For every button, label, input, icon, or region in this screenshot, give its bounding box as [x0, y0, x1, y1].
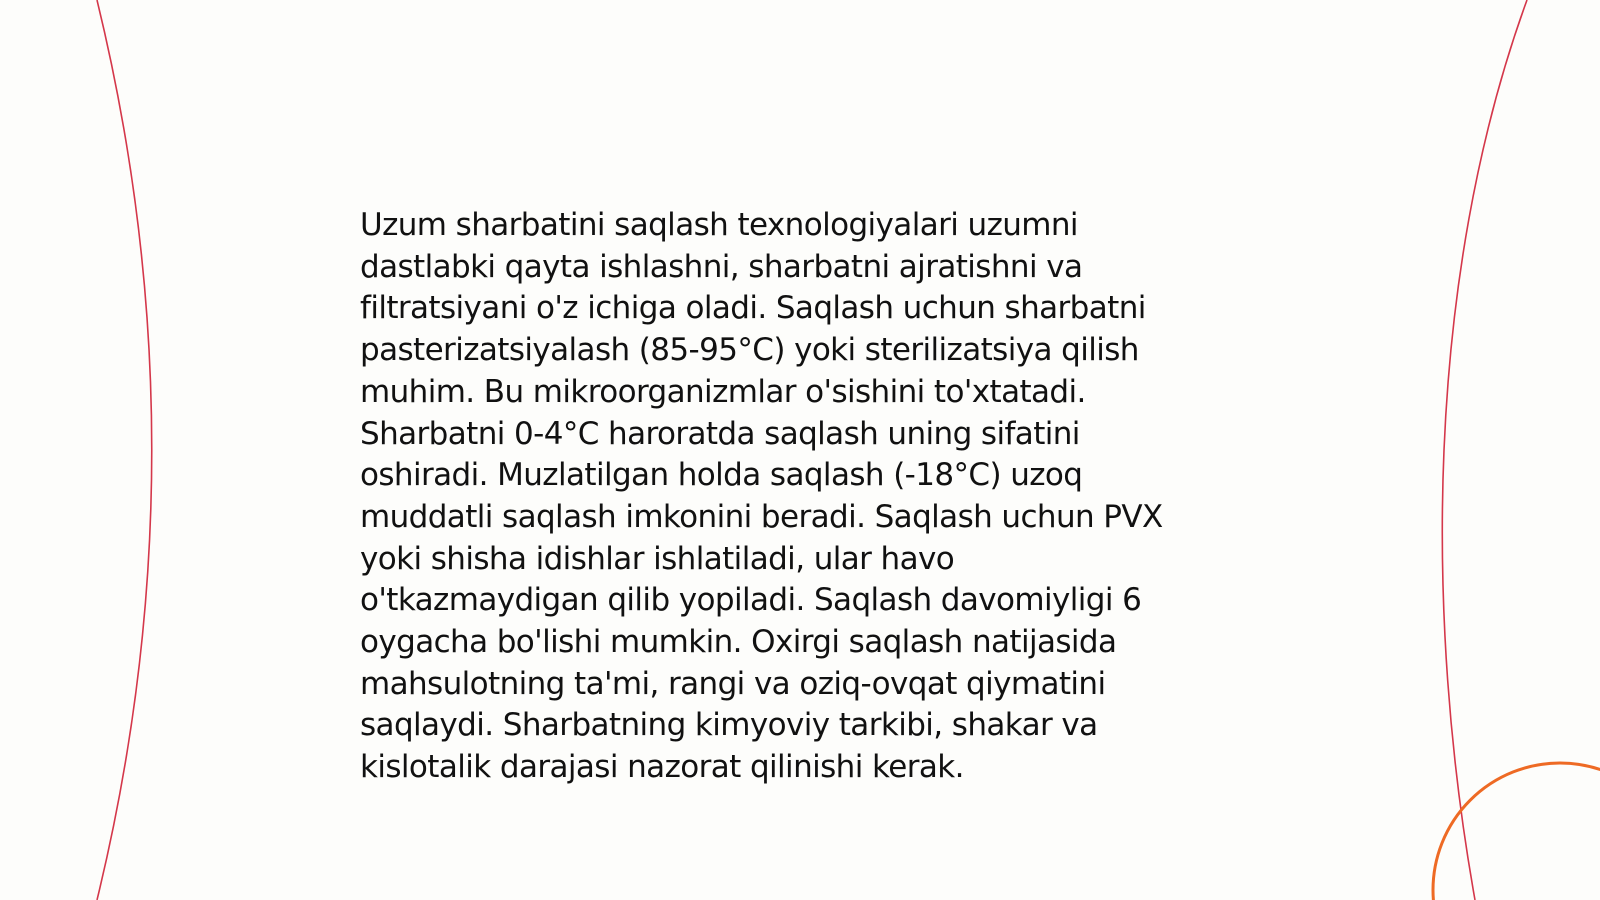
left-arc-line: [97, 0, 152, 900]
right-arc-line: [1442, 0, 1527, 900]
slide-body-text: Uzum sharbatini saqlash texnologiyalari uzumni dastlabki qayta ishlashni, sharbatni ajratishni va filtratsiyani o'z ichiga oladi. Saqlash uchun sharbatni pasterizatsiyalash (85-95°C) yoki sterilizatsiya qilish muhim. Bu mikroorganizmlar o'sishini to'xtatadi. Sharbatni 0-4°C haroratda saqlash uning sifatini oshiradi. Muzlatilgan holda saqlash (-18°C) uzoq muddatli saqlash imkonini beradi. Saqlash uchun PVX yoki shisha idishlar ishlatiladi, ular havo o'tkazmaydigan qilib yopiladi. Saqlash davomiyligi 6 oygacha bo'lishi mumkin. Oxirgi saqlash natijasida mahsulotning ta'mi, rangi va oziq-ovqat qiymatini saqlaydi. Sharbatning kimyoviy tarkibi, shakar va kislotalik darajasi nazorat qilinishi kerak.: [360, 207, 1163, 786]
orange-circle-outline: [1433, 763, 1600, 900]
